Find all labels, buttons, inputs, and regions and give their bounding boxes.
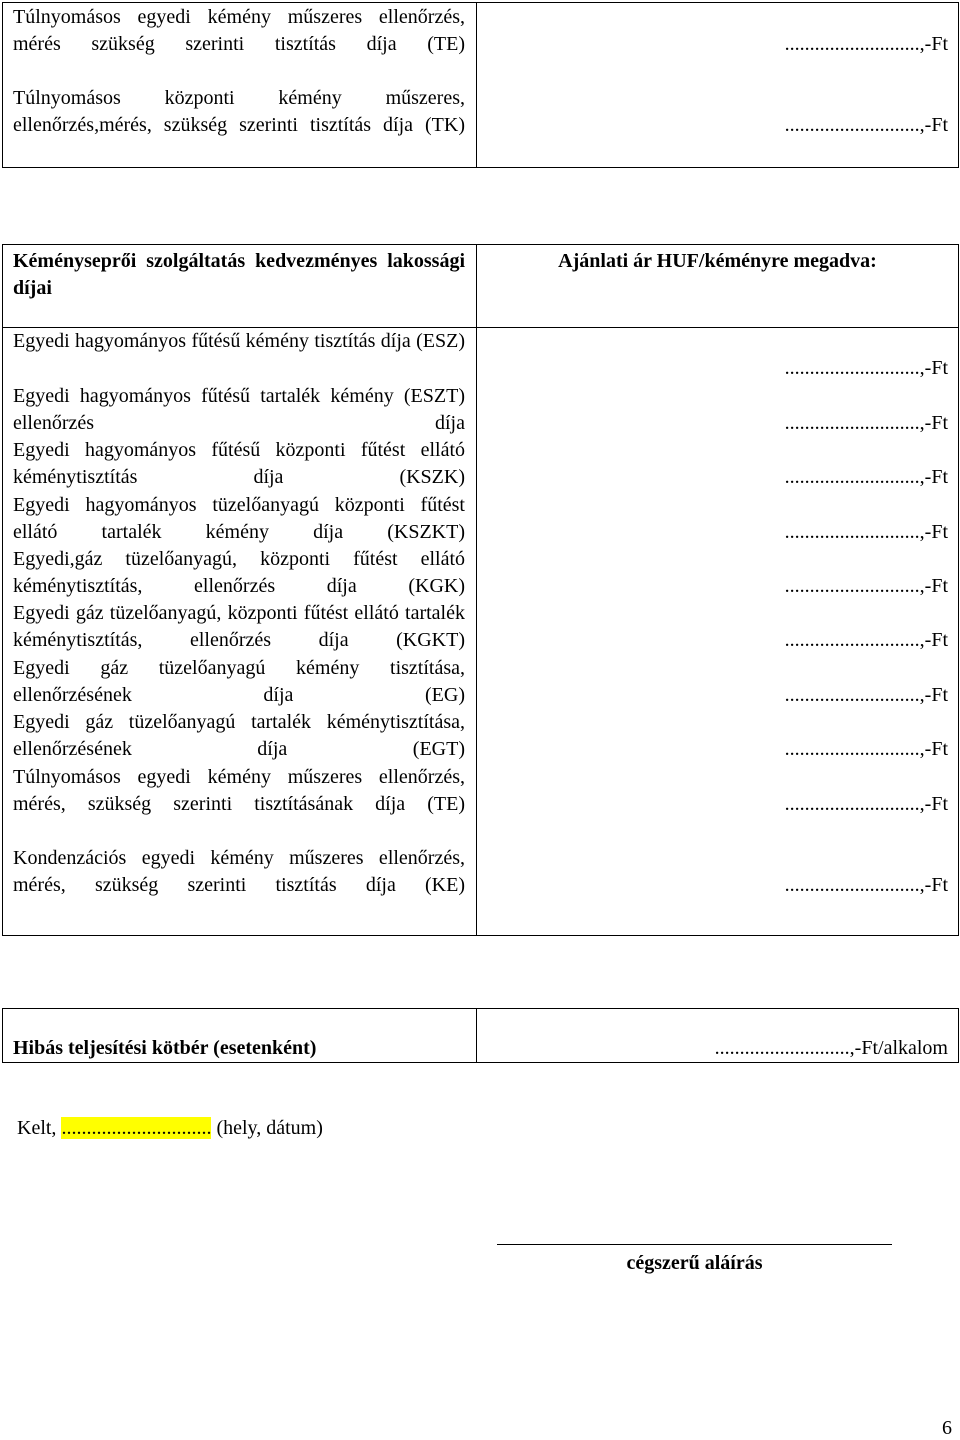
fee-table-header-right: Ajánlati ár HUF/kéményre megadva: — [558, 250, 877, 272]
fee-row-price-eszt: ...........................,-Ft — [784, 412, 948, 434]
fee-row-label-esz: Egyedi hagyományos fűtésű kémény tisztítás díja (ESZ) — [13, 330, 465, 352]
top-row-label-tk: Túlnyomásos központi kémény műszeres, ellenőrzés,mérés, szükség szerinti tisztítás díja (TK) — [13, 87, 465, 136]
fee-row-label-kgk: Egyedi,gáz tüzelőanyagú, központi fűtést ellátó kéménytisztítás, ellenőrzés díja (KGK) — [13, 548, 465, 597]
fee-row-price-ke: ...........................,-Ft — [784, 874, 948, 896]
fee-row-label-kszk: Egyedi hagyományos fűtésű központi fűtést ellátó kéménytisztítás díja (KSZK) — [13, 439, 465, 488]
fee-row-label-kgkt: Egyedi gáz tüzelőanyagú, központi fűtést ellátó tartalék kéménytisztítás, ellenőrzés díja (KGKT) — [13, 602, 465, 651]
signature-label: cégszerű aláírás — [626, 1252, 763, 1274]
place-date-line — [17, 1115, 323, 1142]
fee-row-label-eg: Egyedi gáz tüzelőanyagú kémény tisztítása, ellenőrzésének díja (EG) — [13, 657, 465, 706]
fee-row-price-esz: ...........................,-Ft — [784, 357, 948, 379]
place-date-suffix: (hely, dátum) — [211, 1117, 323, 1139]
signature-line — [497, 1244, 892, 1245]
fee-row-price-te: ...........................,-Ft — [784, 793, 948, 815]
penalty-price: ...........................,-Ft/alkalom — [714, 1037, 948, 1059]
fee-row-price-kszk: ...........................,-Ft — [784, 466, 948, 488]
fee-table-divider — [476, 244, 477, 936]
top-row-label-te: Túlnyomásos egyedi kémény műszeres ellenőrzés, mérés szükség szerinti tisztítás díja (TE) — [13, 6, 465, 55]
fee-row-price-egt: ...........................,-Ft — [784, 738, 948, 760]
fee-row-label-eszt: Egyedi hagyományos fűtésű tartalék kémény (ESZT) ellenőrzés díja — [13, 385, 465, 434]
top-row-price-te: ...........................,-Ft — [784, 33, 948, 55]
top-row-price-tk: ...........................,-Ft — [784, 114, 948, 136]
fee-row-label-egt: Egyedi gáz tüzelőanyagú tartalék kéménytisztítása, ellenőrzésének díja (EGT) — [13, 711, 465, 760]
fee-row-price-kszkt: ...........................,-Ft — [784, 521, 948, 543]
fee-row-label-kszkt: Egyedi hagyományos tüzelőanyagú központi fűtést ellátó tartalék kémény díja (KSZKT) — [13, 494, 465, 543]
top-table-divider — [476, 2, 477, 168]
page-number: 6 — [942, 1417, 952, 1439]
fee-row-price-eg: ...........................,-Ft — [784, 684, 948, 706]
fee-table-header-left: Kéményseprői szolgáltatás kedvezményes lakossági díjai — [13, 250, 465, 299]
penalty-label: Hibás teljesítési kötbér (esetenként) — [13, 1037, 317, 1059]
fee-row-price-kgkt: ...........................,-Ft — [784, 629, 948, 651]
fee-row-price-kgk: ...........................,-Ft — [784, 575, 948, 597]
place-date-blank[interactable]: .............................. — [61, 1117, 212, 1139]
fee-row-label-te: Túlnyomásos egyedi kémény műszeres ellenőrzés, mérés, szükség szerinti tisztításának díja (TE) — [13, 766, 465, 815]
place-date-prefix: Kelt, — [17, 1117, 62, 1139]
fee-row-label-ke: Kondenzációs egyedi kémény műszeres ellenőrzés, mérés, szükség szerinti tisztítás díja (KE) — [13, 847, 465, 896]
penalty-table-divider — [476, 1008, 477, 1063]
